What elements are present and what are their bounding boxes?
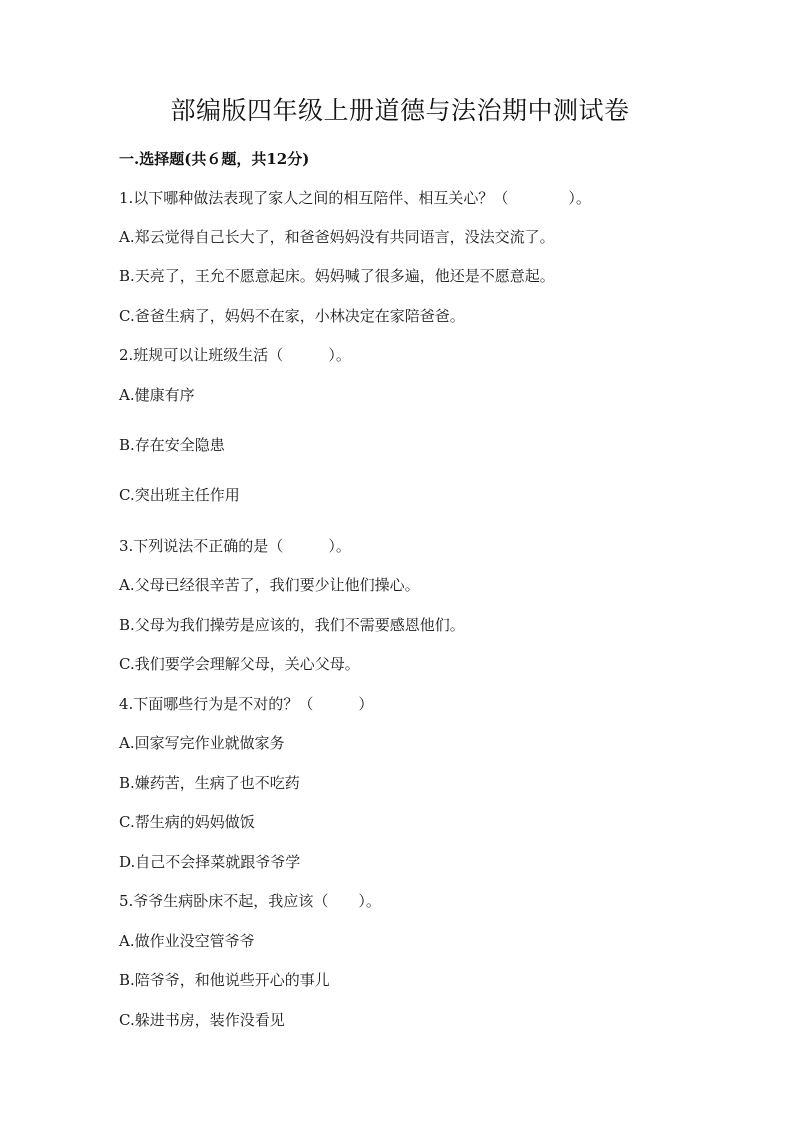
question-stem-1: 1.以下哪种做法表现了家人之间的相互陪伴、相互关心？（ ）。 bbox=[119, 189, 591, 207]
option-2a: A.健康有序 bbox=[119, 386, 195, 404]
section-heading: 一.选择题(共６题，共12分) bbox=[119, 150, 310, 168]
option-5c: C.躲进书房，装作没看见 bbox=[119, 1011, 285, 1029]
question-stem-4: 4.下面哪些行为是不对的？（ ） bbox=[119, 695, 374, 713]
option-4c: C.帮生病的妈妈做饭 bbox=[119, 813, 255, 831]
option-5b: B.陪爷爷，和他说些开心的事儿 bbox=[119, 971, 330, 989]
page-title: 部编版四年级上册道德与法治期中测试卷 bbox=[170, 96, 630, 125]
option-3b: B.父母为我们操劳是应该的，我们不需要感恩他们。 bbox=[119, 616, 465, 634]
option-2b: B.存在安全隐患 bbox=[119, 436, 225, 454]
option-4a: A.回家写完作业就做家务 bbox=[119, 734, 285, 752]
option-4d: D.自己不会择菜就跟爷爷学 bbox=[119, 853, 301, 871]
question-stem-2: 2.班规可以让班级生活（ ）。 bbox=[119, 346, 351, 364]
question-stem-5: 5.爷爷生病卧床不起，我应该（ ）。 bbox=[119, 892, 381, 910]
option-1a: A.郑云觉得自己长大了，和爸爸妈妈没有共同语言，没法交流了。 bbox=[119, 228, 555, 246]
option-4b: B.嫌药苦，生病了也不吃药 bbox=[119, 774, 300, 792]
question-stem-3: 3.下列说法不正确的是（ ）。 bbox=[119, 537, 351, 555]
option-1c: C.爸爸生病了，妈妈不在家，小林决定在家陪爸爸。 bbox=[119, 307, 465, 325]
option-3c: C.我们要学会理解父母，关心父母。 bbox=[119, 655, 360, 673]
option-2c: C.突出班主任作用 bbox=[119, 486, 240, 504]
option-3a: A.父母已经很辛苦了，我们要少让他们操心。 bbox=[119, 576, 420, 594]
option-1b: B.天亮了，王允不愿意起床。妈妈喊了很多遍，他还是不愿意起。 bbox=[119, 267, 555, 285]
option-5a: A.做作业没空管爷爷 bbox=[119, 932, 255, 950]
